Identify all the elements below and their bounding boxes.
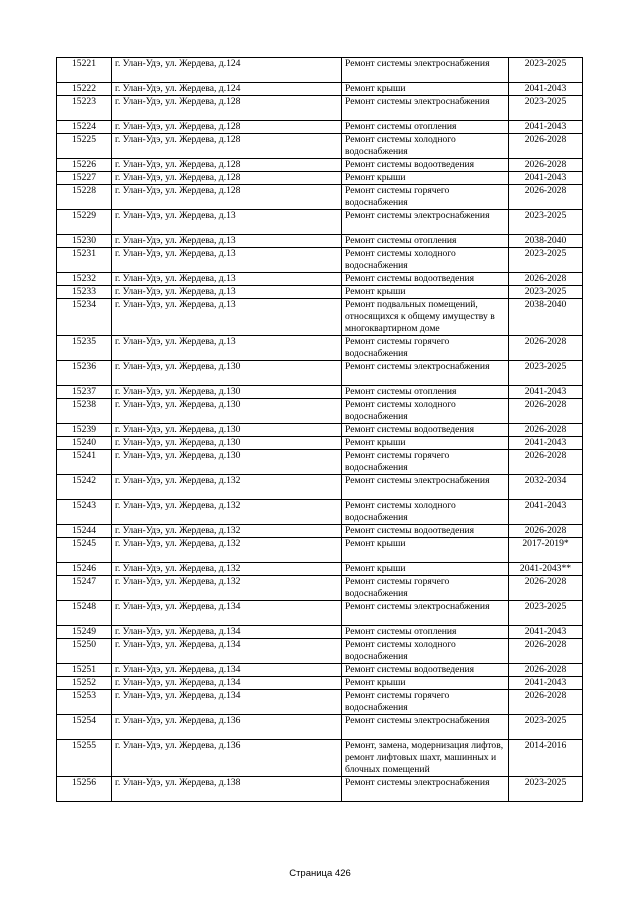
work-type-cell: Ремонт системы водоотведения	[342, 424, 509, 437]
table-row	[57, 626, 583, 639]
years-cell: 2041-2043	[509, 121, 583, 134]
address-cell: г. Улан-Удэ, ул. Жердева, д.134	[112, 690, 342, 715]
work-type-cell: Ремонт системы электроснабжения	[342, 58, 509, 83]
row-number-cell: 15221	[57, 58, 112, 83]
row-number-cell: 15229	[57, 210, 112, 235]
years-cell: 2023-2025	[509, 286, 583, 299]
years-cell: 2041-2043	[509, 437, 583, 450]
years-cell: 2023-2025	[509, 361, 583, 386]
work-type-cell: Ремонт подвальных помещений, относящихся к общему имуществу в многоквартирном доме	[342, 299, 509, 336]
table-row	[57, 475, 583, 500]
work-type-cell: Ремонт системы электроснабжения	[342, 715, 509, 740]
row-number-cell: 15223	[57, 96, 112, 121]
address-cell: г. Улан-Удэ, ул. Жердева, д.13	[112, 336, 342, 361]
table-row	[57, 299, 583, 336]
table-row	[57, 286, 583, 299]
table-row	[57, 273, 583, 286]
years-cell: 2026-2028	[509, 159, 583, 172]
years-cell: 2041-2043	[509, 626, 583, 639]
work-type-cell: Ремонт системы отопления	[342, 121, 509, 134]
table-row	[57, 525, 583, 538]
address-cell: г. Улан-Удэ, ул. Жердева, д.134	[112, 677, 342, 690]
work-type-cell: Ремонт системы электроснабжения	[342, 601, 509, 626]
row-number-cell: 15248	[57, 601, 112, 626]
table-row	[57, 386, 583, 399]
address-cell: г. Улан-Удэ, ул. Жердева, д.13	[112, 235, 342, 248]
work-type-cell: Ремонт системы холодного водоснабжения	[342, 399, 509, 424]
row-number-cell: 15255	[57, 740, 112, 777]
years-cell: 2041-2043	[509, 83, 583, 96]
row-number-cell: 15238	[57, 399, 112, 424]
years-cell: 2023-2025	[509, 777, 583, 802]
row-number-cell: 15236	[57, 361, 112, 386]
work-type-cell: Ремонт системы водоотведения	[342, 159, 509, 172]
capital-repair-table	[56, 57, 583, 802]
years-cell: 2017-2019*	[509, 538, 583, 563]
table-row	[57, 399, 583, 424]
years-cell: 2026-2028	[509, 450, 583, 475]
table-row	[57, 450, 583, 475]
years-cell: 2023-2025	[509, 715, 583, 740]
work-type-cell: Ремонт крыши	[342, 172, 509, 185]
address-cell: г. Улан-Удэ, ул. Жердева, д.13	[112, 273, 342, 286]
years-cell: 2038-2040	[509, 235, 583, 248]
address-cell: г. Улан-Удэ, ул. Жердева, д.13	[112, 210, 342, 235]
address-cell: г. Улан-Удэ, ул. Жердева, д.130	[112, 424, 342, 437]
years-cell: 2026-2028	[509, 525, 583, 538]
work-type-cell: Ремонт крыши	[342, 563, 509, 576]
table-row	[57, 424, 583, 437]
row-number-cell: 15249	[57, 626, 112, 639]
address-cell: г. Улан-Удэ, ул. Жердева, д.128	[112, 134, 342, 159]
address-cell: г. Улан-Удэ, ул. Жердева, д.136	[112, 740, 342, 777]
table-row	[57, 235, 583, 248]
address-cell: г. Улан-Удэ, ул. Жердева, д.132	[112, 538, 342, 563]
row-number-cell: 15242	[57, 475, 112, 500]
address-cell: г. Улан-Удэ, ул. Жердева, д.134	[112, 626, 342, 639]
address-cell: г. Улан-Удэ, ул. Жердева, д.128	[112, 185, 342, 210]
table-row	[57, 576, 583, 601]
table-row	[57, 134, 583, 159]
row-number-cell: 15254	[57, 715, 112, 740]
table-row	[57, 210, 583, 235]
work-type-cell: Ремонт системы холодного водоснабжения	[342, 500, 509, 525]
years-cell: 2026-2028	[509, 664, 583, 677]
row-number-cell: 15235	[57, 336, 112, 361]
row-number-cell: 15251	[57, 664, 112, 677]
table-row	[57, 777, 583, 802]
row-number-cell: 15256	[57, 777, 112, 802]
years-cell: 2023-2025	[509, 248, 583, 273]
table-row	[57, 58, 583, 83]
work-type-cell: Ремонт системы электроснабжения	[342, 210, 509, 235]
page-number: Страница 426	[289, 868, 351, 879]
years-cell: 2032-2034	[509, 475, 583, 500]
table-row	[57, 639, 583, 664]
table-row	[57, 185, 583, 210]
row-number-cell: 15247	[57, 576, 112, 601]
years-cell: 2041-2043	[509, 386, 583, 399]
work-type-cell: Ремонт, замена, модернизация лифтов, ремонт лифтовых шахт, машинных и блочных помещений	[342, 740, 509, 777]
table-row	[57, 664, 583, 677]
address-cell: г. Улан-Удэ, ул. Жердева, д.134	[112, 601, 342, 626]
row-number-cell: 15228	[57, 185, 112, 210]
work-type-cell: Ремонт системы горячего водоснабжения	[342, 185, 509, 210]
row-number-cell: 15253	[57, 690, 112, 715]
address-cell: г. Улан-Удэ, ул. Жердева, д.132	[112, 500, 342, 525]
years-cell: 2041-2043	[509, 500, 583, 525]
row-number-cell: 15224	[57, 121, 112, 134]
address-cell: г. Улан-Удэ, ул. Жердева, д.130	[112, 437, 342, 450]
years-cell: 2041-2043**	[509, 563, 583, 576]
work-type-cell: Ремонт крыши	[342, 538, 509, 563]
row-number-cell: 15252	[57, 677, 112, 690]
table-row	[57, 336, 583, 361]
work-type-cell: Ремонт крыши	[342, 83, 509, 96]
work-type-cell: Ремонт системы горячего водоснабжения	[342, 336, 509, 361]
row-number-cell: 15240	[57, 437, 112, 450]
work-type-cell: Ремонт крыши	[342, 437, 509, 450]
years-cell: 2038-2040	[509, 299, 583, 336]
table-row	[57, 538, 583, 563]
years-cell: 2041-2043	[509, 172, 583, 185]
table-row	[57, 437, 583, 450]
work-type-cell: Ремонт системы электроснабжения	[342, 777, 509, 802]
work-type-cell: Ремонт системы горячего водоснабжения	[342, 690, 509, 715]
address-cell: г. Улан-Удэ, ул. Жердева, д.132	[112, 525, 342, 538]
address-cell: г. Улан-Удэ, ул. Жердева, д.13	[112, 286, 342, 299]
row-number-cell: 15233	[57, 286, 112, 299]
years-cell: 2026-2028	[509, 185, 583, 210]
row-number-cell: 15222	[57, 83, 112, 96]
years-cell: 2023-2025	[509, 58, 583, 83]
work-type-cell: Ремонт системы водоотведения	[342, 525, 509, 538]
row-number-cell: 15225	[57, 134, 112, 159]
work-type-cell: Ремонт системы водоотведения	[342, 273, 509, 286]
address-cell: г. Улан-Удэ, ул. Жердева, д.132	[112, 576, 342, 601]
address-cell: г. Улан-Удэ, ул. Жердева, д.13	[112, 299, 342, 336]
address-cell: г. Улан-Удэ, ул. Жердева, д.128	[112, 121, 342, 134]
table-row	[57, 563, 583, 576]
years-cell: 2041-2043	[509, 677, 583, 690]
work-type-cell: Ремонт системы холодного водоснабжения	[342, 639, 509, 664]
table-row	[57, 677, 583, 690]
work-type-cell: Ремонт системы водоотведения	[342, 664, 509, 677]
row-number-cell: 15226	[57, 159, 112, 172]
address-cell: г. Улан-Удэ, ул. Жердева, д.124	[112, 83, 342, 96]
work-type-cell: Ремонт системы горячего водоснабжения	[342, 450, 509, 475]
table-row	[57, 96, 583, 121]
work-type-cell: Ремонт системы холодного водоснабжения	[342, 134, 509, 159]
address-cell: г. Улан-Удэ, ул. Жердева, д.130	[112, 399, 342, 424]
address-cell: г. Улан-Удэ, ул. Жердева, д.130	[112, 361, 342, 386]
work-type-cell: Ремонт системы электроснабжения	[342, 361, 509, 386]
table-row	[57, 121, 583, 134]
address-cell: г. Улан-Удэ, ул. Жердева, д.128	[112, 172, 342, 185]
address-cell: г. Улан-Удэ, ул. Жердева, д.124	[112, 58, 342, 83]
row-number-cell: 15237	[57, 386, 112, 399]
work-type-cell: Ремонт крыши	[342, 286, 509, 299]
address-cell: г. Улан-Удэ, ул. Жердева, д.132	[112, 563, 342, 576]
row-number-cell: 15246	[57, 563, 112, 576]
years-cell: 2023-2025	[509, 210, 583, 235]
table-row	[57, 248, 583, 273]
table-row	[57, 690, 583, 715]
years-cell: 2026-2028	[509, 336, 583, 361]
row-number-cell: 15230	[57, 235, 112, 248]
table-row	[57, 601, 583, 626]
row-number-cell: 15239	[57, 424, 112, 437]
years-cell: 2026-2028	[509, 134, 583, 159]
work-type-cell: Ремонт системы отопления	[342, 386, 509, 399]
address-cell: г. Улан-Удэ, ул. Жердева, д.130	[112, 450, 342, 475]
table-body	[57, 58, 583, 802]
row-number-cell: 15250	[57, 639, 112, 664]
address-cell: г. Улан-Удэ, ул. Жердева, д.134	[112, 639, 342, 664]
address-cell: г. Улан-Удэ, ул. Жердева, д.13	[112, 248, 342, 273]
work-type-cell: Ремонт системы отопления	[342, 626, 509, 639]
row-number-cell: 15231	[57, 248, 112, 273]
address-cell: г. Улан-Удэ, ул. Жердева, д.138	[112, 777, 342, 802]
address-cell: г. Улан-Удэ, ул. Жердева, д.130	[112, 386, 342, 399]
years-cell: 2026-2028	[509, 639, 583, 664]
table-row	[57, 83, 583, 96]
years-cell: 2026-2028	[509, 424, 583, 437]
address-cell: г. Улан-Удэ, ул. Жердева, д.136	[112, 715, 342, 740]
address-cell: г. Улан-Удэ, ул. Жердева, д.134	[112, 664, 342, 677]
row-number-cell: 15244	[57, 525, 112, 538]
years-cell: 2023-2025	[509, 601, 583, 626]
row-number-cell: 15227	[57, 172, 112, 185]
table-row	[57, 740, 583, 777]
years-cell: 2014-2016	[509, 740, 583, 777]
work-type-cell: Ремонт системы отопления	[342, 235, 509, 248]
years-cell: 2023-2025	[509, 96, 583, 121]
work-type-cell: Ремонт системы электроснабжения	[342, 475, 509, 500]
years-cell: 2026-2028	[509, 273, 583, 286]
address-cell: г. Улан-Удэ, ул. Жердева, д.132	[112, 475, 342, 500]
table-row	[57, 500, 583, 525]
address-cell: г. Улан-Удэ, ул. Жердева, д.128	[112, 159, 342, 172]
years-cell: 2026-2028	[509, 399, 583, 424]
table-row	[57, 159, 583, 172]
row-number-cell: 15245	[57, 538, 112, 563]
address-cell: г. Улан-Удэ, ул. Жердева, д.128	[112, 96, 342, 121]
row-number-cell: 15232	[57, 273, 112, 286]
work-type-cell: Ремонт системы холодного водоснабжения	[342, 248, 509, 273]
row-number-cell: 15234	[57, 299, 112, 336]
row-number-cell: 15241	[57, 450, 112, 475]
years-cell: 2026-2028	[509, 690, 583, 715]
years-cell: 2026-2028	[509, 576, 583, 601]
table-row	[57, 172, 583, 185]
work-type-cell: Ремонт системы электроснабжения	[342, 96, 509, 121]
row-number-cell: 15243	[57, 500, 112, 525]
work-type-cell: Ремонт системы горячего водоснабжения	[342, 576, 509, 601]
table-row	[57, 361, 583, 386]
work-type-cell: Ремонт крыши	[342, 677, 509, 690]
table-row	[57, 715, 583, 740]
